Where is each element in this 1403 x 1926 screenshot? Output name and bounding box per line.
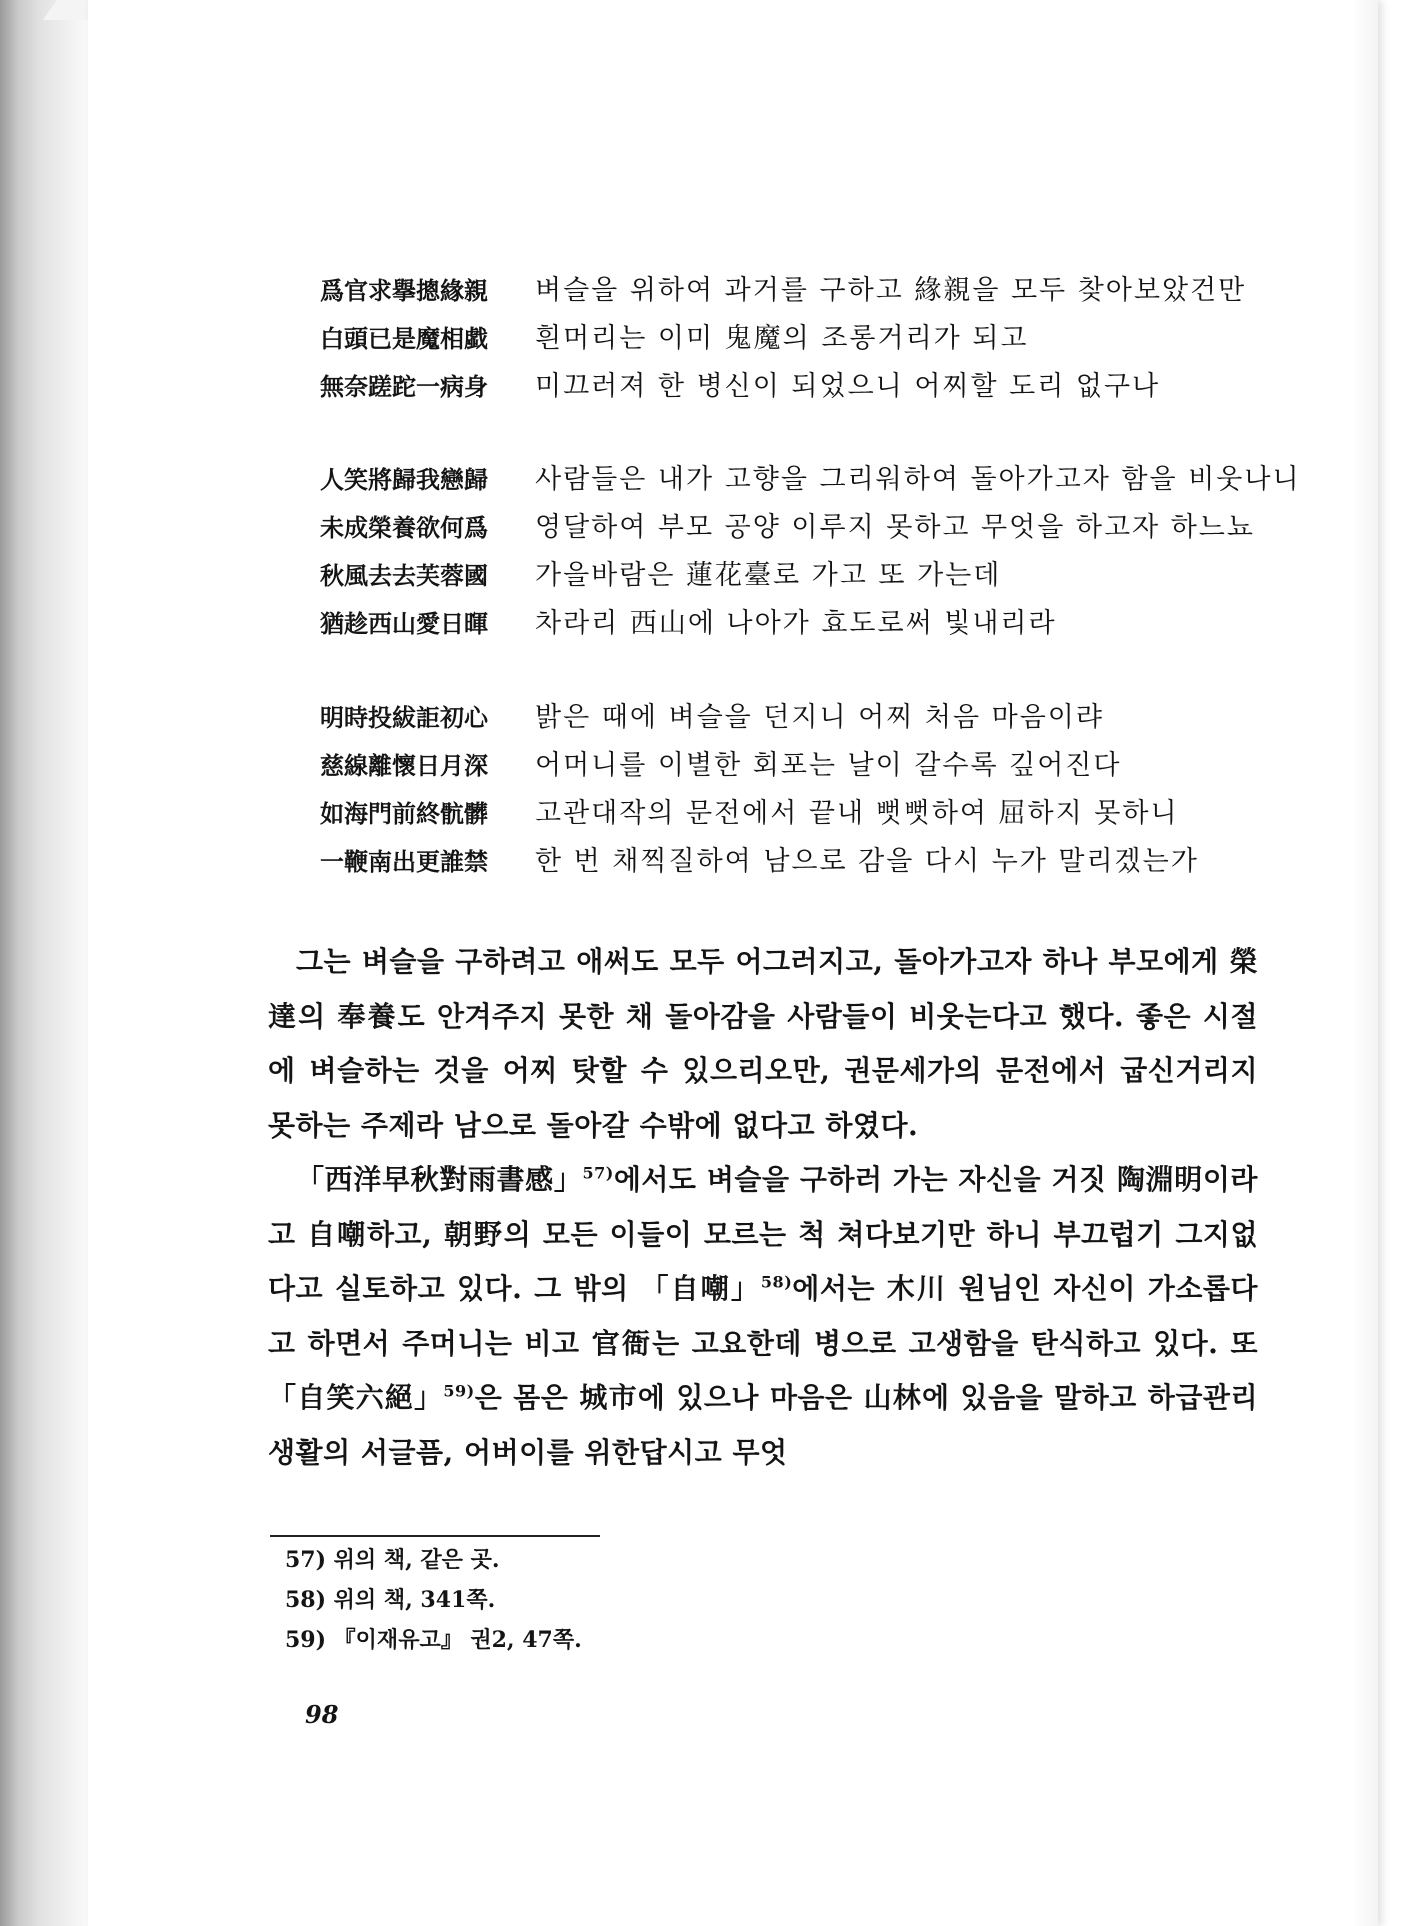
poem-line-korean: 영달하여 부모 공양 이루지 못하고 무엇을 하고자 하느뇨: [535, 512, 1255, 543]
poem-line-korean: 차라리 西山에 나아가 효도로써 빛내리라: [535, 608, 1057, 639]
poem-line: [320, 743, 1280, 791]
footnote-ref: 58): [760, 1272, 793, 1292]
footnote-58: 58) 위의 책, 341쪽.: [285, 1587, 496, 1613]
poem-line: [320, 316, 1280, 364]
poem-line: [320, 695, 1280, 743]
poem-line: [320, 457, 1301, 505]
footnote-59: 59) 『이재유고』 권2, 47쪽.: [285, 1627, 582, 1653]
poem-line-hanja: 猶趁西山愛日暉: [320, 609, 488, 638]
footnote-ref: 59): [443, 1381, 475, 1401]
poem-line-korean: 벼슬을 위하여 과거를 구하고 緣親을 모두 찾아보았건만: [535, 275, 1247, 306]
paragraph-text: 은 몸은 城市에 있으나 마음은 山林에 있음을 말하고 하급관리 생활의 서글픔, 어버이를 위한답시고 무엇: [268, 1381, 1258, 1469]
paragraph-1: 그는 벼슬을 구하려고 애써도 모두 어그러지고, 돌아가고자 하나 부모에게 榮達의 奉養도 안겨주지 못한 채 돌아감을 사람들이 비웃는다고 했다. 좋은 시절에 벼슬하는 것을 어찌 탓할 수 있으리오만, 권문세가의 문전에서 굽신거리지 못하는 주제라 남으로 돌아갈 수밖에 없다고 하였다.: [268, 945, 1258, 1142]
footnote-ref: 57): [582, 1163, 614, 1183]
paragraph-text: 에서도 벼슬을 구하러 가는 자신을 거짓 陶淵明이라고 自嘲하고, 朝野의 모든 이들이 모르는 척 쳐다보기만 하니 부끄럽기 그지없다고 실토하고 있다. 그 밖의 「自嘲」: [268, 1163, 1258, 1305]
poem-line-korean: 미끄러져 한 병신이 되었으니 어찌할 도리 없구나: [535, 371, 1161, 402]
poem-line: [320, 601, 1280, 649]
poem-line: [320, 268, 1280, 316]
poem-line: [320, 364, 1280, 412]
poem-line-hanja: 白頭已是魔相戱: [320, 324, 488, 353]
poem-line-korean: 한 번 채찍질하여 남으로 감을 다시 누가 말리겠는가: [535, 846, 1199, 877]
paragraph-text: 에서는 木川 원님인 자신이 가소롭다고 하면서 주머니는 비고 官衙는 고요한데 병으로 고생함을 탄식하고 있다. 또 「自笑六絕」: [268, 1272, 1258, 1414]
cited-title: 「西洋早秋對雨書感」: [296, 1163, 583, 1196]
page-right-edge: [1353, 0, 1378, 1926]
poem-line-korean: 밝은 때에 벼슬을 던지니 어찌 처음 마음이랴: [535, 702, 1104, 733]
poem-line-hanja: 人笑將歸我戀歸: [320, 465, 488, 494]
poem-stanza-1: [320, 268, 1280, 412]
poem-line-hanja: 一鞭南出更誰禁: [320, 847, 488, 876]
footnote-57: 57) 위의 책, 같은 곳.: [285, 1547, 500, 1573]
poem-line-hanja: 慈線離懷日月深: [320, 751, 488, 780]
footnote-divider: [270, 1535, 600, 1537]
poem-line-korean: 흰머리는 이미 鬼魔의 조롱거리가 되고: [535, 323, 1029, 354]
poem-stanza-3: [320, 695, 1280, 887]
poem-line-korean: 사람들은 내가 고향을 그리워하여 돌아가고자 함을 비웃나니: [535, 464, 1301, 495]
paragraph-2: [268, 1153, 1258, 1480]
poem-line: [320, 791, 1280, 839]
poem-line-korean: 가을바람은 蓮花臺로 가고 또 가는데: [535, 560, 1002, 591]
poem-line-hanja: 如海門前終骯髒: [320, 799, 488, 828]
poem-line-korean: 고관대작의 문전에서 끝내 뻣뻣하여 屈하지 못하니: [535, 798, 1179, 829]
poem-line-hanja: 秋風去去芙蓉國: [320, 561, 488, 590]
poem-line-korean: 어머니를 이별한 회포는 날이 갈수록 깊어진다: [535, 750, 1122, 781]
poem-line: [320, 839, 1280, 887]
poem-line: [320, 505, 1280, 553]
poem-line-hanja: 未成榮養欲何爲: [320, 513, 488, 542]
book-spine-shadow: [0, 0, 88, 1926]
poem-line-hanja: 爲官求擧摠緣親: [320, 276, 488, 305]
footnotes: [285, 1540, 582, 1660]
poem-line-hanja: 無奈蹉跎一病身: [320, 372, 488, 401]
body-text: [268, 935, 1258, 1480]
poem-stanza-2: [320, 457, 1301, 649]
poem-line: [320, 553, 1280, 601]
poem-line-hanja: 明時投紱詎初心: [320, 703, 488, 732]
page-number: 98: [305, 1700, 339, 1729]
